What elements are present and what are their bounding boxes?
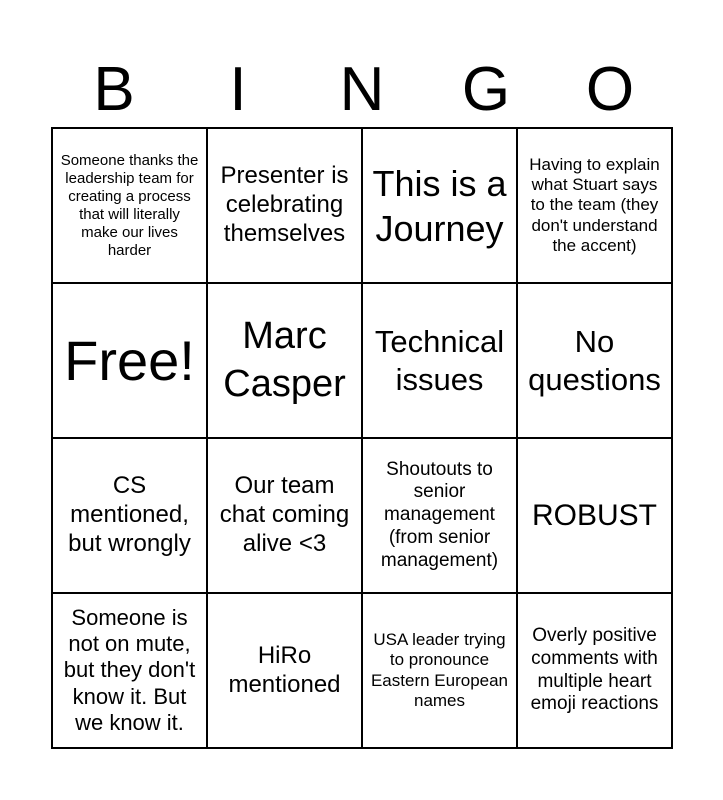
bingo-header <box>52 52 672 128</box>
bingo-cell-r2c2[interactable]: Shoutouts to senior management (from senior management) <box>363 439 518 594</box>
bingo-cell-r1c2[interactable]: Technical issues <box>363 284 518 439</box>
header-letter-o: O <box>585 55 635 124</box>
bingo-cell-r0c3[interactable]: Having to explain what Stuart says to the team (they don't understand the accent) <box>518 129 673 284</box>
bingo-cell-r3c1[interactable]: HiRo mentioned <box>208 594 363 749</box>
bingo-cell-r0c1[interactable]: Presenter is celebrating themselves <box>208 129 363 284</box>
bingo-cell-r1c3[interactable]: No questions <box>518 284 673 439</box>
bingo-board <box>51 127 673 749</box>
header-letter-n: N <box>339 55 385 124</box>
bingo-cell-r0c0[interactable]: Someone thanks the leadership team for creating a process that will literally make our lives harder <box>53 129 208 284</box>
bingo-cell-r2c3[interactable]: ROBUST <box>518 439 673 594</box>
bingo-cell-r2c1[interactable]: Our team chat coming alive <3 <box>208 439 363 594</box>
header-letter-g: G <box>461 55 511 124</box>
bingo-cell-r3c2[interactable]: USA leader trying to pronounce Eastern European names <box>363 594 518 749</box>
bingo-cell-r3c0[interactable]: Someone is not on mute, but they don't know it. But we know it. <box>53 594 208 749</box>
bingo-cell-r0c2[interactable]: This is a Journey <box>363 129 518 284</box>
bingo-cell-free[interactable]: Free! <box>53 284 208 439</box>
header-letter-i: I <box>229 55 247 124</box>
bingo-cell-r3c3[interactable]: Overly positive comments with multiple heart emoji reactions <box>518 594 673 749</box>
bingo-cell-r1c1[interactable]: Marc Casper <box>208 284 363 439</box>
header-letter-b: B <box>93 55 135 124</box>
bingo-cell-r2c0[interactable]: CS mentioned, but wrongly <box>53 439 208 594</box>
